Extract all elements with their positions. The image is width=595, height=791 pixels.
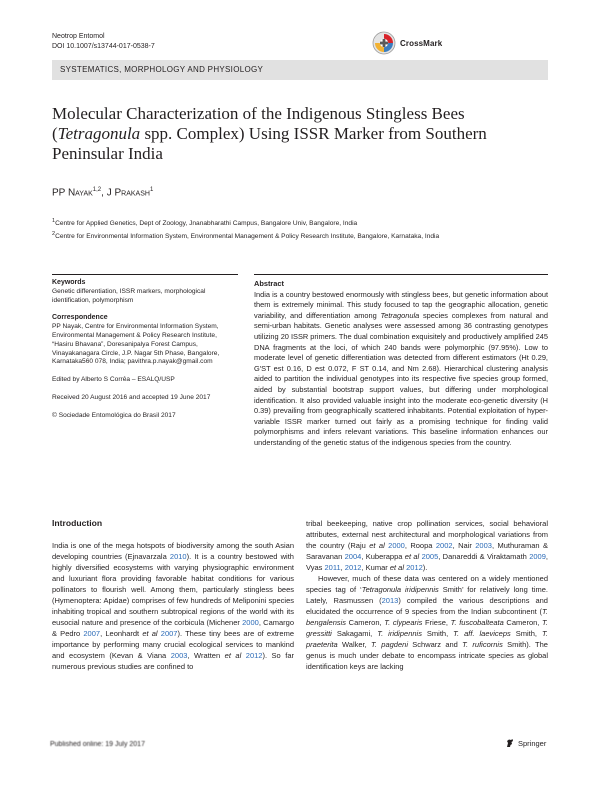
correspondence-heading: Correspondence [52, 314, 108, 322]
italic-term: Tetragonula iridipennis [361, 585, 439, 594]
edited-by: Edited by Alberto S Corrêa – ESALQ/USP [52, 376, 175, 384]
affiliation-1-number: 1 [52, 218, 56, 224]
citation-link[interactable]: 2000 [242, 618, 259, 627]
article-info [52, 279, 238, 430]
left-divider [52, 274, 238, 275]
italic-term: T. bengalensis [306, 607, 548, 627]
title-line-3: Peninsular India [52, 144, 163, 163]
citation-link[interactable]: 2002 [435, 541, 453, 550]
affiliation-1-text: Centre for Applied Genetics, Dept of Zoology, Jnanabharathi Campus, Bangalore Univ, Bangalore, India [55, 220, 358, 228]
article-title [52, 104, 552, 164]
author-2-affil: 1 [149, 187, 154, 193]
intro-paragraph-1-continued: tribal beekeeping, native crop pollination services, social behavioral attributes, external nest architectural and morphological variations from the country (Raju et al 2000, Roopa 2002, Nair 2003, Muthuraman & Saravanan 2004, Kuberappa et al 2005, Danareddi & Viraktamath 2009, Vyas 2011, 2012, Kumar et al 2012). [306, 519, 548, 572]
crossmark-label: CrossMark [400, 38, 443, 48]
italic-term: T. praeterita [306, 629, 548, 649]
citation-link[interactable]: 2003 [170, 651, 188, 660]
citation-link[interactable]: 2012 [245, 651, 263, 660]
abstract-text-1: India is a country bestowed enormously with stingless bees, but genetic information about them is extremely minimal. This study focused to tap the geographic allocation, genetic variability, and differentiation among [254, 289, 548, 320]
keywords-text: Genetic differentiation, ISSR markers, morphological identification, polymorphism [52, 287, 206, 304]
correspondence-text: PP Nayak, Centre for Environmental Information System, Environmental Management & Policy Research Institute, “Hasiru Bhavana”, Doresanipalya Forest Campus, Vinayakanagara Circle, J.P. Nagar 5th Phase, Bangalore, Karnataka560 078, India; pavithra.p.nayak@gmail.com [52, 323, 220, 366]
journal-name: Neotrop Entomol [52, 33, 105, 40]
citation-link[interactable]: 2004 [344, 552, 362, 561]
italic-term: T. ruficornis [462, 640, 503, 649]
journal-meta [52, 32, 155, 52]
correspondence-block [52, 314, 238, 367]
section-band: SYSTEMATICS, MORPHOLOGY AND PHYSIOLOGY [52, 60, 548, 80]
title-line-2-rest: spp. Complex) Using ISSR Marker from Southern [140, 124, 487, 143]
abstract-text-2: species complexes from natural and semi-urban habitats. Genetic analyses were assessed among 36 contrasting genotypes utilizing 20 ISSR primers. The dual combination exquisitely and productively amplified 245 DNA fragments at the loci, of which 240 bands were polymorphic (97.95%). Low to moderate level of genetic differentiation was detected from different estimators (Ht 0.29, G′ST est 0.16, D est 0.072, F ST 0.14, and Nm 2.68). Hierarchical clustering analysis aided to partition the individual genotypes into its respective five species group formed, aided by substantial bootstrap support values, but differing under morphological identification. It also provided valuable insight into the moderate eco-genetic diversity (H 0.39) prevailing from geographically scattered inhabitants. Potential exploitation of hyper-variable ISSR marker turned out fairly as a promising technique for finding valid polymorphisms and infers relevant variations. This baseline information enhances our understanding of the genetic status of the indigenous species from the country. [254, 310, 549, 447]
received-dates: Received 20 August 2016 and accepted 19 June 2017 [52, 393, 211, 401]
citation-link[interactable]: 2003 [475, 541, 492, 550]
citation-link[interactable]: 2007 [83, 629, 101, 638]
italic-term: T. iridipennis [377, 629, 422, 638]
italic-term: T. gressitti [306, 618, 548, 638]
abstract [254, 279, 548, 449]
citation-link[interactable]: 2010 [169, 552, 187, 561]
title-paren: ( [52, 124, 58, 143]
doi[interactable]: DOI 10.1007/s13744-017-0538-7 [52, 43, 155, 50]
author-1[interactable]: PP Nayak [52, 187, 93, 199]
intro-paragraph-1: India is one of the mega hotspots of biodiversity among the south Asian developing countries (Ejnavarzala 2010). It is a country bestowed with highly diversified ecosystems with varying physiographic environment and luxuriant flora providing favorable habitat conditions for various pollinators to flourish well. Among them, particularly stingless bees (Hymenoptera: Apidae) comprises of few hundreds of Meliponini species inhabiting tropical and southern subtropical regions of the world with its eusocial nature and presence of the corbicula (Michener 2000, Camargo & Pedro 2007, Leonhardt et al 2007). These tiny bees are of extreme importance by performing many crucial ecological services to mankind and ecosystem (Kevan & Viana 2003, Wratten et al 2012). So far numerous previous studies are confined to [52, 541, 295, 671]
title-line-1: Molecular Characterization of the Indigenous Stingless Bees [52, 104, 465, 123]
title-genus: Tetragonula [57, 124, 141, 143]
italic-term: et al [142, 629, 158, 638]
abstract-heading: Abstract [254, 279, 284, 288]
keywords-heading: Keywords [52, 279, 86, 286]
introduction-heading: Introduction [52, 518, 103, 528]
author-separator: , [101, 187, 107, 199]
keywords-block [52, 279, 238, 305]
italic-term: T. clypearis [384, 618, 423, 627]
citation-link[interactable]: 2005 [421, 552, 439, 561]
italic-term: T. pagdeni [371, 640, 408, 649]
published-online: Published online: 19 July 2017 [50, 741, 145, 748]
affiliation-2-number: 2 [52, 231, 56, 237]
affiliation-2 [52, 230, 439, 241]
author-2[interactable]: J Prakash [106, 187, 150, 199]
springer-logo [505, 738, 546, 748]
italic-term: T. fuscobalteata [450, 618, 504, 627]
citation-link[interactable]: 2011 [324, 563, 341, 572]
citation-link[interactable]: 2012 [344, 563, 362, 572]
springer-label: Springer [518, 738, 547, 748]
citation-link[interactable]: 2013 [381, 596, 399, 605]
italic-term: et al [404, 552, 420, 561]
intro-column-2 [306, 518, 548, 672]
affiliation-1 [52, 217, 357, 228]
author-1-affil: 1,2 [92, 187, 102, 193]
citation-link[interactable]: 2012 [406, 563, 423, 572]
italic-term: et al [369, 541, 385, 550]
intro-paragraph-2: However, much of these data was centered on a widely mentioned species tag of ‘Tetragonula iridipennis Smith’ for relatively long time. Lately, Rasmussen (2013) compiled the various descriptions and elucidated the occurrence of 9 species from the Indian subcontinent (T. bengalensis Cameron, T. clypearis Friese, T. fuscobalteata Cameron, T. gressitti Sakagami, T. iridipennis Smith, T. aff. laeviceps Smith, T. praeterita Walker, T. pagdeni Schwarz and T. ruficornis Smith). The genus is much under debate to encompass intricate species as global identification keys are lacking [306, 574, 548, 671]
citation-link[interactable]: 2009 [529, 552, 546, 561]
italic-term: et al [389, 563, 405, 572]
crossmark-badge[interactable] [372, 31, 442, 55]
abstract-genus: Tetragonula [380, 310, 420, 320]
italic-term: et al [224, 651, 242, 660]
italic-term: T. aff. laeviceps [453, 629, 511, 638]
springer-horse-icon [505, 738, 515, 748]
citation-link[interactable]: 2000 [388, 541, 405, 550]
copyright: © Sociedade Entomológica do Brasil 2017 [52, 411, 176, 419]
abstract-divider [254, 274, 548, 275]
authors [52, 187, 153, 198]
title-line-2 [52, 124, 552, 144]
citation-link[interactable]: 2007 [160, 629, 178, 638]
intro-column-1 [52, 540, 294, 672]
crossmark-icon [372, 31, 396, 55]
affiliation-2-text: Centre for Environmental Information System, Environmental Management & Policy Research Institute, Bangalore, Karnataka, India [55, 233, 440, 241]
